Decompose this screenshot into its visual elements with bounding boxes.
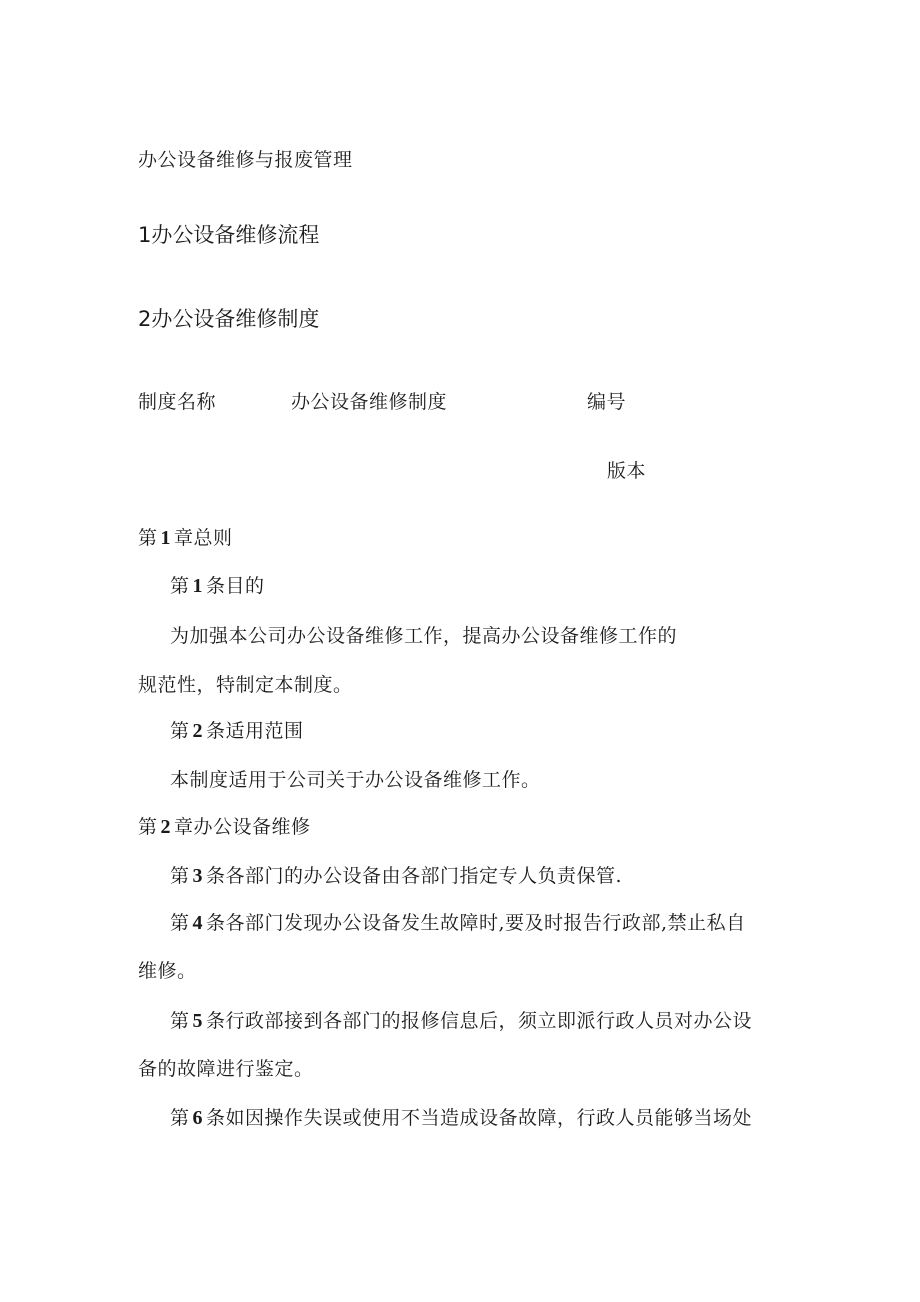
- chapter-1-number: 1: [160, 527, 172, 549]
- article-5-line-1: [170, 1009, 752, 1033]
- article-1-pre: 第: [170, 575, 190, 597]
- policy-name-label: 制度名称: [138, 391, 217, 413]
- chapter-2-heading: [138, 815, 311, 839]
- article-3-text: [170, 864, 622, 888]
- article-6-body: 条如因操作失误或使用不当造成设备故障，行政人员能够当场处: [206, 1107, 753, 1129]
- article-4-number: 4: [192, 912, 204, 934]
- article-1-body-line-2: 规范性，特制定本制度。: [138, 674, 353, 696]
- policy-version-label: 版本: [607, 460, 647, 482]
- article-1-title: 条目的: [206, 575, 265, 597]
- article-1-body-line-1: 为加强本公司办公设备维修工作，提高办公设备维修工作的: [170, 625, 678, 647]
- article-3-pre: 第: [170, 865, 190, 887]
- policy-name-value: 办公设备维修制度: [291, 391, 448, 413]
- section-1-heading: 1办公设备维修流程: [138, 223, 320, 247]
- article-6-pre: 第: [170, 1107, 190, 1129]
- policy-code-label: 编号: [587, 391, 627, 413]
- article-2-pre: 第: [170, 720, 190, 742]
- chapter-1-title: 章总则: [174, 527, 233, 549]
- article-2-heading: [170, 719, 304, 743]
- article-5-pre: 第: [170, 1010, 190, 1032]
- article-2-number: 2: [192, 720, 204, 742]
- article-3-body: 条各部门的办公设备由各部门指定专人负责保管.: [206, 865, 623, 887]
- article-1-heading: [170, 574, 265, 598]
- article-4-body: 条各部门发现办公设备发生故障时,要及时报告行政部,禁止私自: [206, 912, 746, 934]
- chapter-1-pre: 第: [138, 527, 158, 549]
- chapter-1-heading: [138, 526, 233, 550]
- article-2-body: 本制度适用于公司关于办公设备维修工作。: [170, 769, 541, 791]
- article-1-number: 1: [192, 575, 204, 597]
- article-5-body: 条行政部接到各部门的报修信息后，须立即派行政人员对办公设: [206, 1010, 753, 1032]
- article-4-line-2: 维修。: [138, 960, 197, 982]
- article-3-number: 3: [192, 865, 204, 887]
- chapter-2-title: 章办公设备维修: [174, 816, 311, 838]
- section-2-heading: 2办公设备维修制度: [138, 307, 320, 331]
- chapter-2-pre: 第: [138, 816, 158, 838]
- article-6-number: 6: [192, 1107, 204, 1129]
- article-2-title: 条适用范围: [206, 720, 304, 742]
- article-5-number: 5: [192, 1010, 204, 1032]
- article-4-line-1: [170, 911, 746, 935]
- article-4-pre: 第: [170, 912, 190, 934]
- document-title: 办公设备维修与报废管理: [138, 149, 353, 171]
- article-6-line-1: [170, 1106, 752, 1130]
- article-5-line-2: 备的故障进行鉴定。: [138, 1058, 314, 1080]
- chapter-2-number: 2: [160, 816, 172, 838]
